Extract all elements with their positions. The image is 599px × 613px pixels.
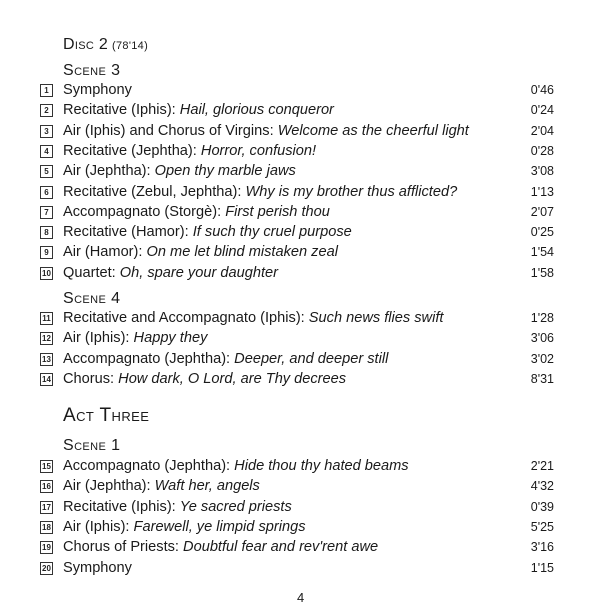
track-text: Open thy marble jaws [154,163,296,180]
track-duration: 3'16 [530,540,554,555]
track-text: Doubtful fear and rev'rent awe [183,539,379,556]
track-duration: 0'46 [530,83,554,97]
track-text: Hail, glorious conqueror [179,102,334,119]
track-duration: 4'32 [530,479,554,494]
track-role: Symphony [63,82,132,98]
track-row [40,497,554,517]
scene-3-heading: Scene 3 [63,62,121,79]
track-duration: 2'04 [530,123,554,138]
track-duration: 1'54 [530,245,554,260]
track-duration: 1'13 [530,184,554,199]
track-role: Recitative (Jephtha): [63,142,201,159]
track-number-box: 11 [40,312,53,325]
track-role: Recitative and Accompagnato (Iphis): [63,310,309,326]
track-number-box: 15 [40,460,53,473]
track-row [40,308,554,328]
track-text: Farewell, ye limpid springs [133,518,306,535]
track-title [63,242,338,262]
track-text: Oh, spare your daughter [119,264,278,281]
track-text: If such thy cruel purpose [192,224,352,241]
track-row [40,222,554,242]
track-role: Accompagnato (Jephtha): [63,350,235,367]
page-number: 4 [297,590,305,605]
track-row [40,242,554,262]
track-text: Hide thou thy hated beams [234,458,409,474]
track-title [63,456,409,476]
track-text: Such news flies swift [308,310,444,326]
track-duration: 5'25 [530,519,554,534]
track-role: Air (Hamor): [63,244,147,261]
track-role: Recitative (Hamor): [63,224,193,241]
track-number-box: 14 [40,373,53,386]
track-title [63,349,388,369]
track-duration: 2'07 [530,204,554,219]
track-title [63,222,352,242]
track-number-box: 6 [40,186,53,199]
track-number-box: 5 [40,165,53,178]
track-role: Accompagnato (Jephtha): [63,458,235,474]
track-role: Air (Jephtha): [63,163,155,180]
track-text: Deeper, and deeper still [234,350,389,367]
track-title [63,182,457,202]
track-duration: 8'31 [530,371,554,386]
track-row [40,456,554,476]
track-row [40,517,554,537]
track-row [40,161,554,181]
scene-4-heading: Scene 4 [63,290,121,307]
track-title [63,141,316,161]
track-duration: 2'21 [530,459,554,473]
track-role: Recitative (Iphis): [63,102,180,119]
track-role: Air (Jephtha): [63,478,155,495]
track-number-box: 4 [40,145,53,158]
track-title [63,497,292,517]
track-duration: 0'28 [530,143,554,158]
track-row [40,558,554,578]
track-title [63,80,132,100]
track-title [63,517,306,537]
track-number-box: 17 [40,501,53,514]
track-title [63,100,334,120]
track-row [40,182,554,202]
track-duration: 0'39 [530,499,554,514]
track-text: On me let blind mistaken zeal [146,244,338,261]
track-number-box: 2 [40,104,53,117]
track-text: How dark, O Lord, are Thy decrees [118,370,347,387]
track-role: Air (Iphis) and Chorus of Virgins: [63,122,278,139]
track-row [40,121,554,141]
track-title [63,121,469,141]
track-title [63,263,278,283]
track-number-box: 3 [40,125,53,138]
track-title [63,369,346,389]
track-duration: 1'58 [530,265,554,280]
track-duration: 3'02 [530,351,554,366]
track-role: Chorus of Priests: [63,539,184,556]
track-role: Air (Iphis): [63,518,134,535]
track-duration: 0'25 [530,225,554,240]
track-number-box: 1 [40,84,53,97]
track-number-box: 19 [40,541,53,554]
track-row [40,476,554,496]
track-role: Symphony [63,559,132,576]
track-duration: 3'06 [530,331,554,346]
disc-duration: (78'14) [112,40,149,52]
track-text: Horror, confusion! [200,142,317,159]
track-role: Air (Iphis): [63,330,134,347]
track-number-box: 9 [40,246,53,259]
track-role: Quartet: [63,264,120,281]
track-text: Why is my brother thus afflicted? [245,183,458,200]
track-number-box: 12 [40,332,53,345]
track-duration: 0'24 [530,103,554,118]
track-row [40,537,554,557]
track-title [63,202,330,222]
track-text: Waft her, angels [154,478,260,495]
track-row [40,141,554,161]
track-number-box: 16 [40,480,53,493]
disc-header [63,36,148,54]
track-title [63,308,443,328]
track-role: Chorus: [63,370,119,387]
track-text: Happy they [133,330,208,347]
act-3-scene-1-heading: Scene 1 [63,437,121,454]
track-row [40,263,554,283]
track-row [40,100,554,120]
track-row [40,369,554,389]
track-role: Recitative (Zebul, Jephtha): [63,183,246,200]
track-row [40,202,554,222]
track-row [40,328,554,348]
track-number-box: 20 [40,562,53,575]
disc-label: Disc 2 [63,36,109,53]
track-title [63,558,132,578]
track-number-box: 13 [40,353,53,366]
track-role: Accompagnato (Storgè): [63,203,226,220]
track-role: Recitative (Iphis): [63,498,180,515]
track-title [63,161,296,181]
track-duration: 1'15 [530,560,554,575]
track-row [40,80,554,100]
track-number-box: 7 [40,206,53,219]
track-title [63,328,207,348]
track-row [40,349,554,369]
track-text: First perish thou [225,203,330,220]
track-text: Welcome as the cheerful light [277,122,469,139]
track-title [63,537,378,557]
track-number-box: 8 [40,226,53,239]
track-title [63,476,260,496]
act-three-heading: Act Three [63,405,150,426]
track-number-box: 18 [40,521,53,534]
track-text: Ye sacred priests [179,498,292,515]
track-duration: 3'08 [530,164,554,179]
track-duration: 1'28 [530,311,554,325]
track-number-box: 10 [40,267,53,280]
